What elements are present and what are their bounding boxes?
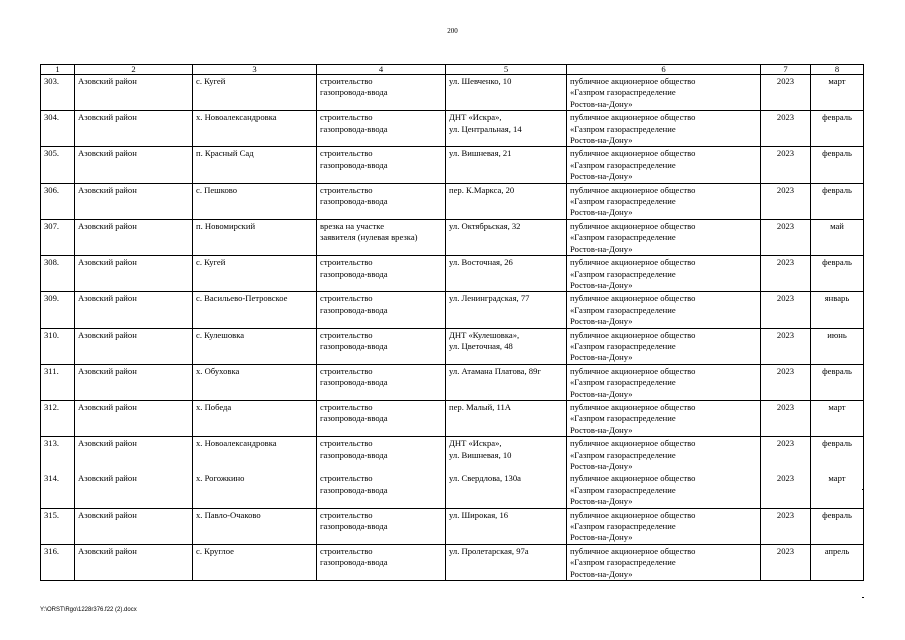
- header-cell: 4: [317, 65, 446, 75]
- address-cell-line: ул. Октябрьская, 32: [449, 220, 521, 231]
- locality-cell: х. Победа: [193, 400, 317, 436]
- address-cell-line: ул. Ленинградская, 77: [449, 293, 530, 304]
- table-body: [41, 75, 864, 581]
- address-cell-line: ул. Атамана Платова, 89г: [449, 365, 541, 376]
- organization-cell: [567, 400, 761, 436]
- organization-cell-line: Ростов-на-Дону»: [570, 568, 633, 579]
- work-type-cell-line: газопровода-ввода: [320, 87, 388, 98]
- work-type-cell: [317, 544, 446, 580]
- address-cell: [446, 472, 567, 508]
- organization-cell-line: публичное акционерное общество: [570, 293, 696, 304]
- organization-cell-line: публичное акционерное общество: [570, 76, 696, 86]
- address-cell-line: ул. Свердлова, 130а: [449, 473, 521, 484]
- year-cell: 2023: [761, 328, 811, 364]
- work-type-cell-line: строительство: [320, 509, 373, 520]
- table-row: [41, 400, 864, 436]
- work-type-cell-line: газопровода-ввода: [320, 340, 388, 351]
- organization-cell-line: «Газпром газораспределение: [570, 87, 676, 98]
- work-type-cell-line: строительство: [320, 365, 373, 376]
- row-number-cell: 311.: [41, 364, 75, 400]
- district-cell: Азовский район: [75, 544, 193, 580]
- row-number-cell: 306.: [41, 183, 75, 219]
- table-row: [41, 256, 864, 292]
- organization-cell-line: «Газпром газораспределение: [570, 196, 676, 207]
- gas-connection-table: [40, 64, 864, 581]
- month-cell: май: [811, 219, 864, 255]
- year-cell: 2023: [761, 364, 811, 400]
- header-cell: 3: [193, 65, 317, 75]
- address-cell: [446, 111, 567, 147]
- work-type-cell-line: строительство: [320, 329, 373, 340]
- district-cell: Азовский район: [75, 111, 193, 147]
- header-cell: 8: [811, 65, 864, 75]
- organization-cell-line: публичное акционерное общество: [570, 545, 696, 556]
- year-cell: 2023: [761, 508, 811, 544]
- address-cell-line: ул. Восточная, 26: [449, 257, 513, 268]
- organization-cell-line: «Газпром газораспределение: [570, 232, 676, 243]
- address-cell: [446, 292, 567, 328]
- work-type-cell: [317, 437, 446, 473]
- month-cell: февраль: [811, 183, 864, 219]
- organization-cell-line: публичное акционерное общество: [570, 220, 696, 231]
- district-cell: Азовский район: [75, 75, 193, 111]
- row-number-cell: 316.: [41, 544, 75, 580]
- row-number-cell: 307.: [41, 219, 75, 255]
- month-cell: февраль: [811, 256, 864, 292]
- work-type-cell-line: строительство: [320, 184, 373, 195]
- address-cell-line: ул. Вишневая, 10: [449, 449, 512, 460]
- district-cell: Азовский район: [75, 183, 193, 219]
- work-type-cell: [317, 147, 446, 183]
- year-cell: 2023: [761, 111, 811, 147]
- year-cell: 2023: [761, 256, 811, 292]
- organization-cell-line: Ростов-на-Дону»: [570, 135, 633, 146]
- locality-cell: с. Кулешовка: [193, 328, 317, 364]
- table-row: [41, 437, 864, 473]
- month-cell: январь: [811, 292, 864, 328]
- organization-cell: [567, 364, 761, 400]
- locality-cell: х. Новоалександровка: [193, 111, 317, 147]
- work-type-cell-line: газопровода-ввода: [320, 159, 388, 170]
- header-row: [41, 65, 864, 75]
- header-cell: 6: [567, 65, 761, 75]
- work-type-cell: [317, 364, 446, 400]
- work-type-cell-line: газопровода-ввода: [320, 196, 388, 207]
- work-type-cell-line: заявителя (нулевая врезка): [320, 232, 418, 243]
- table-row: [41, 183, 864, 219]
- organization-cell-line: «Газпром газораспределение: [570, 159, 676, 170]
- month-cell: март: [811, 400, 864, 436]
- address-cell: [446, 508, 567, 544]
- district-cell: Азовский район: [75, 219, 193, 255]
- work-type-cell: [317, 219, 446, 255]
- work-type-cell-line: строительство: [320, 112, 373, 123]
- table-row: [41, 111, 864, 147]
- month-cell: февраль: [811, 111, 864, 147]
- organization-cell-line: Ростов-на-Дону»: [570, 424, 633, 435]
- work-type-cell: [317, 111, 446, 147]
- year-cell: 2023: [761, 183, 811, 219]
- organization-cell: [567, 292, 761, 328]
- address-cell-line: ул. Вишневая, 21: [449, 148, 512, 159]
- table-row: [41, 75, 864, 111]
- organization-cell-line: «Газпром газораспределение: [570, 557, 676, 568]
- year-cell: 2023: [761, 400, 811, 436]
- month-cell: март: [811, 472, 864, 508]
- organization-cell: [567, 437, 761, 473]
- organization-cell-line: Ростов-на-Дону»: [570, 532, 633, 543]
- address-cell: [446, 400, 567, 436]
- work-type-cell-line: строительство: [320, 401, 373, 412]
- work-type-cell-line: газопровода-ввода: [320, 413, 388, 424]
- table-row: [41, 328, 864, 364]
- organization-cell-line: Ростов-на-Дону»: [570, 279, 633, 290]
- address-cell-line: ул. Цветочная, 48: [449, 340, 513, 351]
- organization-cell: [567, 256, 761, 292]
- address-cell: [446, 183, 567, 219]
- district-cell: Азовский район: [75, 508, 193, 544]
- work-type-cell-line: строительство: [320, 76, 373, 86]
- work-type-cell-line: газопровода-ввода: [320, 521, 388, 532]
- row-number-cell: 303.: [41, 75, 75, 111]
- address-cell-line: пер. К.Маркса, 20: [449, 184, 515, 195]
- edge-mark: [862, 489, 864, 490]
- organization-cell-line: публичное акционерное общество: [570, 509, 696, 520]
- organization-cell-line: «Газпром газораспределение: [570, 521, 676, 532]
- organization-cell-line: «Газпром газораспределение: [570, 484, 676, 495]
- locality-cell: х. Обуховка: [193, 364, 317, 400]
- locality-cell: п. Красный Сад: [193, 147, 317, 183]
- locality-cell: х. Рогожкино: [193, 472, 317, 508]
- header-cell: 7: [761, 65, 811, 75]
- table-row: [41, 147, 864, 183]
- year-cell: 2023: [761, 219, 811, 255]
- header-cell: 1: [41, 65, 75, 75]
- organization-cell-line: публичное акционерное общество: [570, 473, 696, 484]
- month-cell: март: [811, 75, 864, 111]
- page-number: 200: [447, 27, 458, 35]
- table-row: [41, 544, 864, 580]
- organization-cell-line: Ростов-на-Дону»: [570, 98, 633, 109]
- locality-cell: с. Кугей: [193, 75, 317, 111]
- organization-cell: [567, 183, 761, 219]
- address-cell-line: ул. Широкая, 16: [449, 509, 509, 520]
- organization-cell: [567, 544, 761, 580]
- edge-mark: [862, 597, 864, 598]
- work-type-cell: [317, 183, 446, 219]
- row-number-cell: 304.: [41, 111, 75, 147]
- address-cell-line: ул. Центральная, 14: [449, 123, 522, 134]
- organization-cell-line: публичное акционерное общество: [570, 438, 696, 449]
- footer-file-path: Y:\ORST\Rgo\1228r376.f22 (2).docx: [40, 607, 137, 613]
- work-type-cell-line: газопровода-ввода: [320, 449, 388, 460]
- year-cell: 2023: [761, 292, 811, 328]
- work-type-cell-line: врезка на участке: [320, 220, 385, 231]
- district-cell: Азовский район: [75, 472, 193, 508]
- district-cell: Азовский район: [75, 147, 193, 183]
- work-type-cell-line: газопровода-ввода: [320, 304, 388, 315]
- address-cell: [446, 75, 567, 111]
- table-row: [41, 508, 864, 544]
- work-type-cell-line: строительство: [320, 257, 373, 268]
- row-number-cell: 308.: [41, 256, 75, 292]
- row-number-cell: 310.: [41, 328, 75, 364]
- year-cell: 2023: [761, 75, 811, 111]
- district-cell: Азовский район: [75, 292, 193, 328]
- header-cell: 2: [75, 65, 193, 75]
- organization-cell-line: Ростов-на-Дону»: [570, 171, 633, 182]
- district-cell: Азовский район: [75, 256, 193, 292]
- month-cell: февраль: [811, 508, 864, 544]
- work-type-cell: [317, 400, 446, 436]
- organization-cell-line: Ростов-на-Дону»: [570, 352, 633, 363]
- organization-cell-line: Ростов-на-Дону»: [570, 243, 633, 254]
- address-cell: [446, 219, 567, 255]
- organization-cell: [567, 147, 761, 183]
- work-type-cell-line: строительство: [320, 293, 373, 304]
- organization-cell-line: Ростов-на-Дону»: [570, 316, 633, 327]
- address-cell-line: ДНТ «Кулешовка»,: [449, 329, 520, 340]
- work-type-cell: [317, 328, 446, 364]
- row-number-cell: 309.: [41, 292, 75, 328]
- organization-cell: [567, 111, 761, 147]
- address-cell-line: пер. Малый, 11А: [449, 401, 511, 412]
- organization-cell-line: публичное акционерное общество: [570, 329, 696, 340]
- address-cell-line: ул. Шевченко, 10: [449, 76, 512, 86]
- organization-cell-line: «Газпром газораспределение: [570, 340, 676, 351]
- work-type-cell-line: строительство: [320, 473, 373, 484]
- district-cell: Азовский район: [75, 400, 193, 436]
- address-cell: [446, 328, 567, 364]
- table-row: [41, 292, 864, 328]
- organization-cell-line: «Газпром газораспределение: [570, 268, 676, 279]
- organization-cell: [567, 219, 761, 255]
- work-type-cell-line: строительство: [320, 438, 373, 449]
- work-type-cell-line: газопровода-ввода: [320, 484, 388, 495]
- organization-cell: [567, 328, 761, 364]
- organization-cell-line: «Газпром газораспределение: [570, 123, 676, 134]
- organization-cell-line: публичное акционерное общество: [570, 401, 696, 412]
- row-number-cell: 313.: [41, 437, 75, 473]
- work-type-cell: [317, 292, 446, 328]
- work-type-cell-line: строительство: [320, 545, 373, 556]
- address-cell-line: ул. Пролетарская, 97а: [449, 545, 529, 556]
- district-cell: Азовский район: [75, 437, 193, 473]
- address-cell: [446, 364, 567, 400]
- row-number-cell: 312.: [41, 400, 75, 436]
- year-cell: 2023: [761, 544, 811, 580]
- locality-cell: х. Новоалександровка: [193, 437, 317, 473]
- address-cell-line: ДНТ «Искра»,: [449, 438, 502, 449]
- address-cell: [446, 544, 567, 580]
- locality-cell: с. Васильево-Петровское: [193, 292, 317, 328]
- work-type-cell: [317, 508, 446, 544]
- organization-cell-line: публичное акционерное общество: [570, 148, 696, 159]
- locality-cell: х. Павло-Очаково: [193, 508, 317, 544]
- table-row: [41, 219, 864, 255]
- organization-cell-line: публичное акционерное общество: [570, 365, 696, 376]
- organization-cell-line: «Газпром газораспределение: [570, 449, 676, 460]
- locality-cell: с. Круглое: [193, 544, 317, 580]
- work-type-cell: [317, 256, 446, 292]
- address-cell: [446, 147, 567, 183]
- table-row: [41, 472, 864, 508]
- address-cell: [446, 437, 567, 473]
- organization-cell: [567, 75, 761, 111]
- row-number-cell: 315.: [41, 508, 75, 544]
- work-type-cell-line: строительство: [320, 148, 373, 159]
- locality-cell: с. Пешково: [193, 183, 317, 219]
- year-cell: 2023: [761, 437, 811, 473]
- organization-cell: [567, 508, 761, 544]
- month-cell: февраль: [811, 437, 864, 473]
- organization-cell-line: «Газпром газораспределение: [570, 304, 676, 315]
- work-type-cell: [317, 472, 446, 508]
- month-cell: апрель: [811, 544, 864, 580]
- year-cell: 2023: [761, 147, 811, 183]
- work-type-cell-line: газопровода-ввода: [320, 557, 388, 568]
- year-cell: 2023: [761, 472, 811, 508]
- organization-cell-line: Ростов-на-Дону»: [570, 388, 633, 399]
- organization-cell: [567, 472, 761, 508]
- organization-cell-line: «Газпром газораспределение: [570, 377, 676, 388]
- table-row: [41, 364, 864, 400]
- address-cell: [446, 256, 567, 292]
- row-number-cell: 305.: [41, 147, 75, 183]
- organization-cell-line: публичное акционерное общество: [570, 112, 696, 123]
- work-type-cell-line: газопровода-ввода: [320, 377, 388, 388]
- organization-cell-line: публичное акционерное общество: [570, 257, 696, 268]
- month-cell: февраль: [811, 364, 864, 400]
- locality-cell: с. Кугей: [193, 256, 317, 292]
- organization-cell-line: публичное акционерное общество: [570, 184, 696, 195]
- address-cell-line: ДНТ «Искра»,: [449, 112, 502, 123]
- district-cell: Азовский район: [75, 364, 193, 400]
- work-type-cell-line: газопровода-ввода: [320, 123, 388, 134]
- work-type-cell-line: газопровода-ввода: [320, 268, 388, 279]
- organization-cell-line: Ростов-на-Дону»: [570, 496, 633, 507]
- organization-cell-line: «Газпром газораспределение: [570, 413, 676, 424]
- locality-cell: п. Новомирский: [193, 219, 317, 255]
- work-type-cell: [317, 75, 446, 111]
- header-cell: 5: [446, 65, 567, 75]
- month-cell: июнь: [811, 328, 864, 364]
- month-cell: февраль: [811, 147, 864, 183]
- row-number-cell: 314.: [41, 472, 75, 508]
- district-cell: Азовский район: [75, 328, 193, 364]
- organization-cell-line: Ростов-на-Дону»: [570, 207, 633, 218]
- organization-cell-line: Ростов-на-Дону»: [570, 461, 633, 471]
